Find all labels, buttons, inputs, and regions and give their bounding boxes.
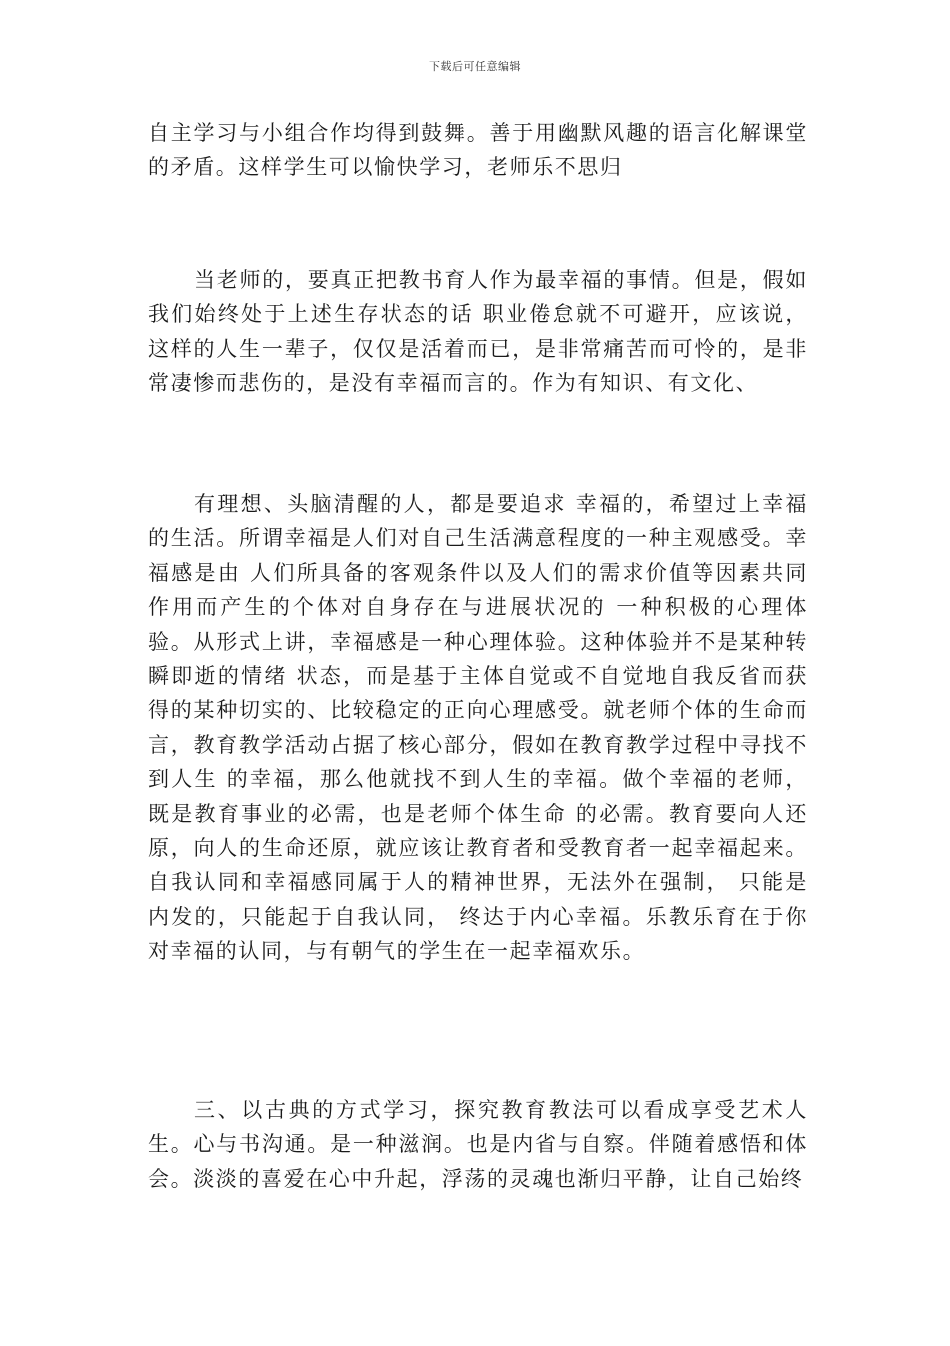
paragraph-2: 当老师的，要真正把教书育人作为最幸福的事情。但是，假如我们始终处于上述生存状态的话 职业倦怠就不可避开，应该说，这样的人生一辈子，仅仅是活着而已，是非常痛苦而可怜的，是非常凄惨而悲伤的，是没有幸福而言的。作为有知识、有文化、	[148, 268, 808, 396]
header-note: 下载后可任意编辑	[429, 60, 521, 73]
paragraph-4: 三、以古典的方式学习，探究教育教法可以看成享受艺术人生。心与书沟通。是一种滋润。也是内省与自察。伴随着感悟和体会。淡淡的喜爱在心中升起，浮荡的灵魂也渐归平静，让自己始终	[148, 1098, 808, 1191]
paragraph-3: 有理想、头脑清醒的人，都是要追求 幸福的，希望过上幸福的生活。所谓幸福是人们对自己生活满意程度的一种主观感受。幸福感是由 人们所具备的客观条件以及人们的需求价值等因素共同作用而产生的个体对自身存在与进展状况的 一种积极的心理体验。从形式上讲，幸福感是一种心理体验。这种体验并不是某种转瞬即逝的情绪 状态，而是基于主体自觉或不自觉地自我反省而获得的某种切实的、比较稳定的正向心理感受。就老师个体的生命而言，教育教学活动占据了核心部分，假如在教育教学过程中寻找不到人生 的幸福，那么他就找不到人生的幸福。做个幸福的老师，既是教育事业的必需，也是老师个体生命 的必需。教育要向人还原，向人的生命还原，就应该让教育者和受教育者一起幸福起来。自我认同和幸福感同属于人的精神世界，无法外在强制， 只能是内发的，只能起于自我认同， 终达于内心幸福。乐教乐育在于你对幸福的认同，与有朝气的学生在一起幸福欢乐。	[148, 492, 808, 964]
paragraph-1: 自主学习与小组合作均得到鼓舞。善于用幽默风趣的语言化解课堂的矛盾。这样学生可以愉快学习，老师乐不思归	[148, 121, 808, 180]
